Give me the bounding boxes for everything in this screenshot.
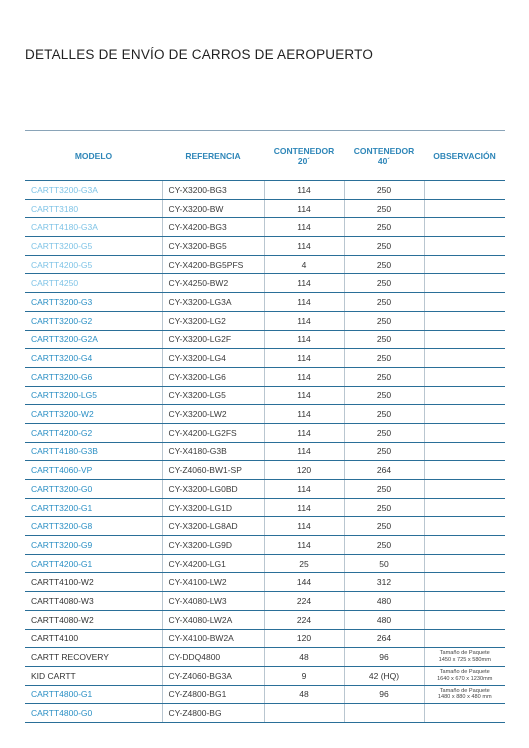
table-row	[25, 255, 505, 274]
container-40-cell: 250	[344, 181, 424, 200]
container-40-cell: 42 (HQ)	[344, 666, 424, 685]
reference-cell: CY-X3200-LG8AD	[162, 517, 264, 536]
model-cell: CARTT3200-G1	[25, 498, 162, 517]
table-row	[25, 181, 505, 200]
reference-cell: CY-X3200-LG2	[162, 311, 264, 330]
table-header-row	[25, 131, 505, 181]
model-cell: CARTT3200-G4	[25, 349, 162, 368]
observation-cell	[424, 405, 505, 424]
reference-cell: CY-X3200-LG9D	[162, 536, 264, 555]
container-20-cell: 224	[264, 592, 344, 611]
container-40-cell: 250	[344, 423, 424, 442]
table-body	[25, 181, 505, 723]
observation-cell	[424, 237, 505, 256]
container-40-cell: 50	[344, 554, 424, 573]
container-40-cell: 250	[344, 517, 424, 536]
table-row	[25, 349, 505, 368]
observation-cell	[424, 386, 505, 405]
model-cell: CARTT4180-G3A	[25, 218, 162, 237]
model-cell: CARTT3200-G3	[25, 293, 162, 312]
reference-cell: CY-X4200-BG3	[162, 218, 264, 237]
container-40-cell: 480	[344, 592, 424, 611]
model-cell: CARTT3200-G2A	[25, 330, 162, 349]
observation-cell	[424, 181, 505, 200]
observation-cell	[424, 199, 505, 218]
container-40-cell: 250	[344, 311, 424, 330]
container-40-cell: 250	[344, 498, 424, 517]
model-cell: CARTT3200-LG5	[25, 386, 162, 405]
container-40-cell: 250	[344, 293, 424, 312]
observation-cell	[424, 480, 505, 499]
shipping-table	[25, 130, 505, 723]
container-20-cell: 114	[264, 293, 344, 312]
reference-cell: CY-X3200-LG3A	[162, 293, 264, 312]
table-row	[25, 685, 505, 704]
reference-cell: CY-X4080-LW3	[162, 592, 264, 611]
container-40-cell: 250	[344, 442, 424, 461]
model-cell: CARTT4080-W3	[25, 592, 162, 611]
container-40-cell: 250	[344, 349, 424, 368]
reference-cell: CY-X4200-LG1	[162, 554, 264, 573]
model-cell: CARTT3200-G3A	[25, 181, 162, 200]
reference-cell: CY-X3200-LG2F	[162, 330, 264, 349]
observation-cell: Tamaño de Paquete 1450 x 725 x 580mm	[424, 648, 505, 667]
table-row	[25, 367, 505, 386]
observation-cell	[424, 704, 505, 723]
model-cell: CARTT4060-VP	[25, 461, 162, 480]
container-40-cell: 250	[344, 386, 424, 405]
container-40-cell: 250	[344, 480, 424, 499]
container-40-cell: 250	[344, 330, 424, 349]
container-20-cell: 120	[264, 461, 344, 480]
header-model: MODELO	[25, 131, 162, 181]
container-20-cell: 114	[264, 480, 344, 499]
container-40-cell: 250	[344, 237, 424, 256]
reference-cell: CY-Z4800-BG	[162, 704, 264, 723]
reference-cell: CY-X4080-LW2A	[162, 610, 264, 629]
model-cell: CARTT4200-G2	[25, 423, 162, 442]
container-20-cell: 9	[264, 666, 344, 685]
observation-cell: Tamaño de Paquete 1480 x 880 x 480 mm	[424, 685, 505, 704]
container-20-cell: 114	[264, 536, 344, 555]
model-cell: CARTT4180-G3B	[25, 442, 162, 461]
reference-cell: CY-X3200-BG5	[162, 237, 264, 256]
reference-cell: CY-X4100-BW2A	[162, 629, 264, 648]
table-row	[25, 330, 505, 349]
reference-cell: CY-X3200-LG6	[162, 367, 264, 386]
header-container-20: CONTENEDOR 20´	[264, 131, 344, 181]
reference-cell: CY-X3200-BW	[162, 199, 264, 218]
table-row	[25, 610, 505, 629]
model-cell: CARTT4800-G1	[25, 685, 162, 704]
container-40-cell: 312	[344, 573, 424, 592]
model-cell: KID CARTT	[25, 666, 162, 685]
container-40-cell: 250	[344, 367, 424, 386]
model-cell: CARTT3200-G2	[25, 311, 162, 330]
container-40-cell: 250	[344, 255, 424, 274]
container-20-cell: 114	[264, 218, 344, 237]
table-row	[25, 442, 505, 461]
container-20-cell: 114	[264, 199, 344, 218]
reference-cell: CY-X4200-BG5PFS	[162, 255, 264, 274]
observation-cell	[424, 330, 505, 349]
container-20-cell: 114	[264, 274, 344, 293]
shipping-table-container	[25, 130, 505, 723]
container-20-cell: 114	[264, 349, 344, 368]
model-cell: CARTT4200-G1	[25, 554, 162, 573]
table-row	[25, 592, 505, 611]
container-20-cell: 114	[264, 405, 344, 424]
container-20-cell: 114	[264, 498, 344, 517]
table-row	[25, 423, 505, 442]
reference-cell: CY-X3200-LG1D	[162, 498, 264, 517]
container-20-cell: 114	[264, 237, 344, 256]
table-row	[25, 199, 505, 218]
reference-cell: CY-Z4060-BW1-SP	[162, 461, 264, 480]
table-row	[25, 573, 505, 592]
observation-cell	[424, 536, 505, 555]
container-20-cell: 48	[264, 685, 344, 704]
model-cell: CARTT3200-W2	[25, 405, 162, 424]
model-cell: CARTT4100-W2	[25, 573, 162, 592]
observation-cell	[424, 293, 505, 312]
container-20-cell: 114	[264, 367, 344, 386]
table-row	[25, 480, 505, 499]
model-cell: CARTT4080-W2	[25, 610, 162, 629]
model-cell: CARTT4200-G5	[25, 255, 162, 274]
container-40-cell: 250	[344, 405, 424, 424]
reference-cell: CY-X3200-LG5	[162, 386, 264, 405]
container-20-cell: 120	[264, 629, 344, 648]
observation-cell	[424, 610, 505, 629]
header-observation: OBSERVACIÓN	[424, 131, 505, 181]
observation-cell	[424, 498, 505, 517]
container-20-cell: 114	[264, 442, 344, 461]
observation-cell	[424, 592, 505, 611]
model-cell: CARTT4250	[25, 274, 162, 293]
observation-cell: Tamaño de Paquete 1640 x 670 x 1230mm	[424, 666, 505, 685]
model-cell: CARTT3200-G8	[25, 517, 162, 536]
table-row	[25, 293, 505, 312]
table-row	[25, 629, 505, 648]
table-row	[25, 274, 505, 293]
container-40-cell	[344, 704, 424, 723]
reference-cell: CY-X3200-BG3	[162, 181, 264, 200]
header-reference: REFERENCIA	[162, 131, 264, 181]
table-row	[25, 461, 505, 480]
model-cell: CARTT3200-G9	[25, 536, 162, 555]
reference-cell: CY-X3200-LG0BD	[162, 480, 264, 499]
container-40-cell: 96	[344, 648, 424, 667]
model-cell: CARTT3180	[25, 199, 162, 218]
container-40-cell: 250	[344, 199, 424, 218]
table-row	[25, 666, 505, 685]
observation-cell	[424, 517, 505, 536]
header-container-40: CONTENEDOR 40´	[344, 131, 424, 181]
observation-cell	[424, 218, 505, 237]
container-20-cell: 114	[264, 311, 344, 330]
container-20-cell: 224	[264, 610, 344, 629]
table-row	[25, 237, 505, 256]
observation-cell	[424, 573, 505, 592]
container-40-cell: 96	[344, 685, 424, 704]
container-40-cell: 480	[344, 610, 424, 629]
observation-cell	[424, 554, 505, 573]
container-20-cell: 114	[264, 330, 344, 349]
reference-cell: CY-X4250-BW2	[162, 274, 264, 293]
observation-cell	[424, 629, 505, 648]
container-20-cell: 144	[264, 573, 344, 592]
model-cell: CARTT3200-G0	[25, 480, 162, 499]
table-row	[25, 405, 505, 424]
container-40-cell: 250	[344, 218, 424, 237]
model-cell: CARTT4100	[25, 629, 162, 648]
model-cell: CARTT RECOVERY	[25, 648, 162, 667]
reference-cell: CY-X4200-LG2FS	[162, 423, 264, 442]
container-40-cell: 250	[344, 536, 424, 555]
observation-cell	[424, 255, 505, 274]
container-40-cell: 264	[344, 461, 424, 480]
reference-cell: CY-X4100-LW2	[162, 573, 264, 592]
observation-cell	[424, 367, 505, 386]
container-20-cell: 114	[264, 181, 344, 200]
table-row	[25, 517, 505, 536]
table-row	[25, 386, 505, 405]
table-row	[25, 554, 505, 573]
container-20-cell	[264, 704, 344, 723]
reference-cell: CY-DDQ4800	[162, 648, 264, 667]
container-20-cell: 4	[264, 255, 344, 274]
observation-cell	[424, 274, 505, 293]
table-row	[25, 218, 505, 237]
reference-cell: CY-Z4060-BG3A	[162, 666, 264, 685]
table-row	[25, 536, 505, 555]
table-row	[25, 498, 505, 517]
reference-cell: CY-Z4800-BG1	[162, 685, 264, 704]
container-20-cell: 114	[264, 386, 344, 405]
reference-cell: CY-X3200-LW2	[162, 405, 264, 424]
observation-cell	[424, 423, 505, 442]
reference-cell: CY-X4180-G3B	[162, 442, 264, 461]
observation-cell	[424, 442, 505, 461]
table-row	[25, 311, 505, 330]
table-row	[25, 704, 505, 723]
container-20-cell: 114	[264, 517, 344, 536]
container-20-cell: 25	[264, 554, 344, 573]
model-cell: CARTT4800-G0	[25, 704, 162, 723]
container-40-cell: 250	[344, 274, 424, 293]
container-20-cell: 48	[264, 648, 344, 667]
reference-cell: CY-X3200-LG4	[162, 349, 264, 368]
model-cell: CARTT3200-G5	[25, 237, 162, 256]
container-40-cell: 264	[344, 629, 424, 648]
observation-cell	[424, 461, 505, 480]
table-row	[25, 648, 505, 667]
container-20-cell: 114	[264, 423, 344, 442]
page-title: DETALLES DE ENVÍO DE CARROS DE AEROPUERTO	[25, 47, 374, 62]
model-cell: CARTT3200-G6	[25, 367, 162, 386]
observation-cell	[424, 349, 505, 368]
observation-cell	[424, 311, 505, 330]
